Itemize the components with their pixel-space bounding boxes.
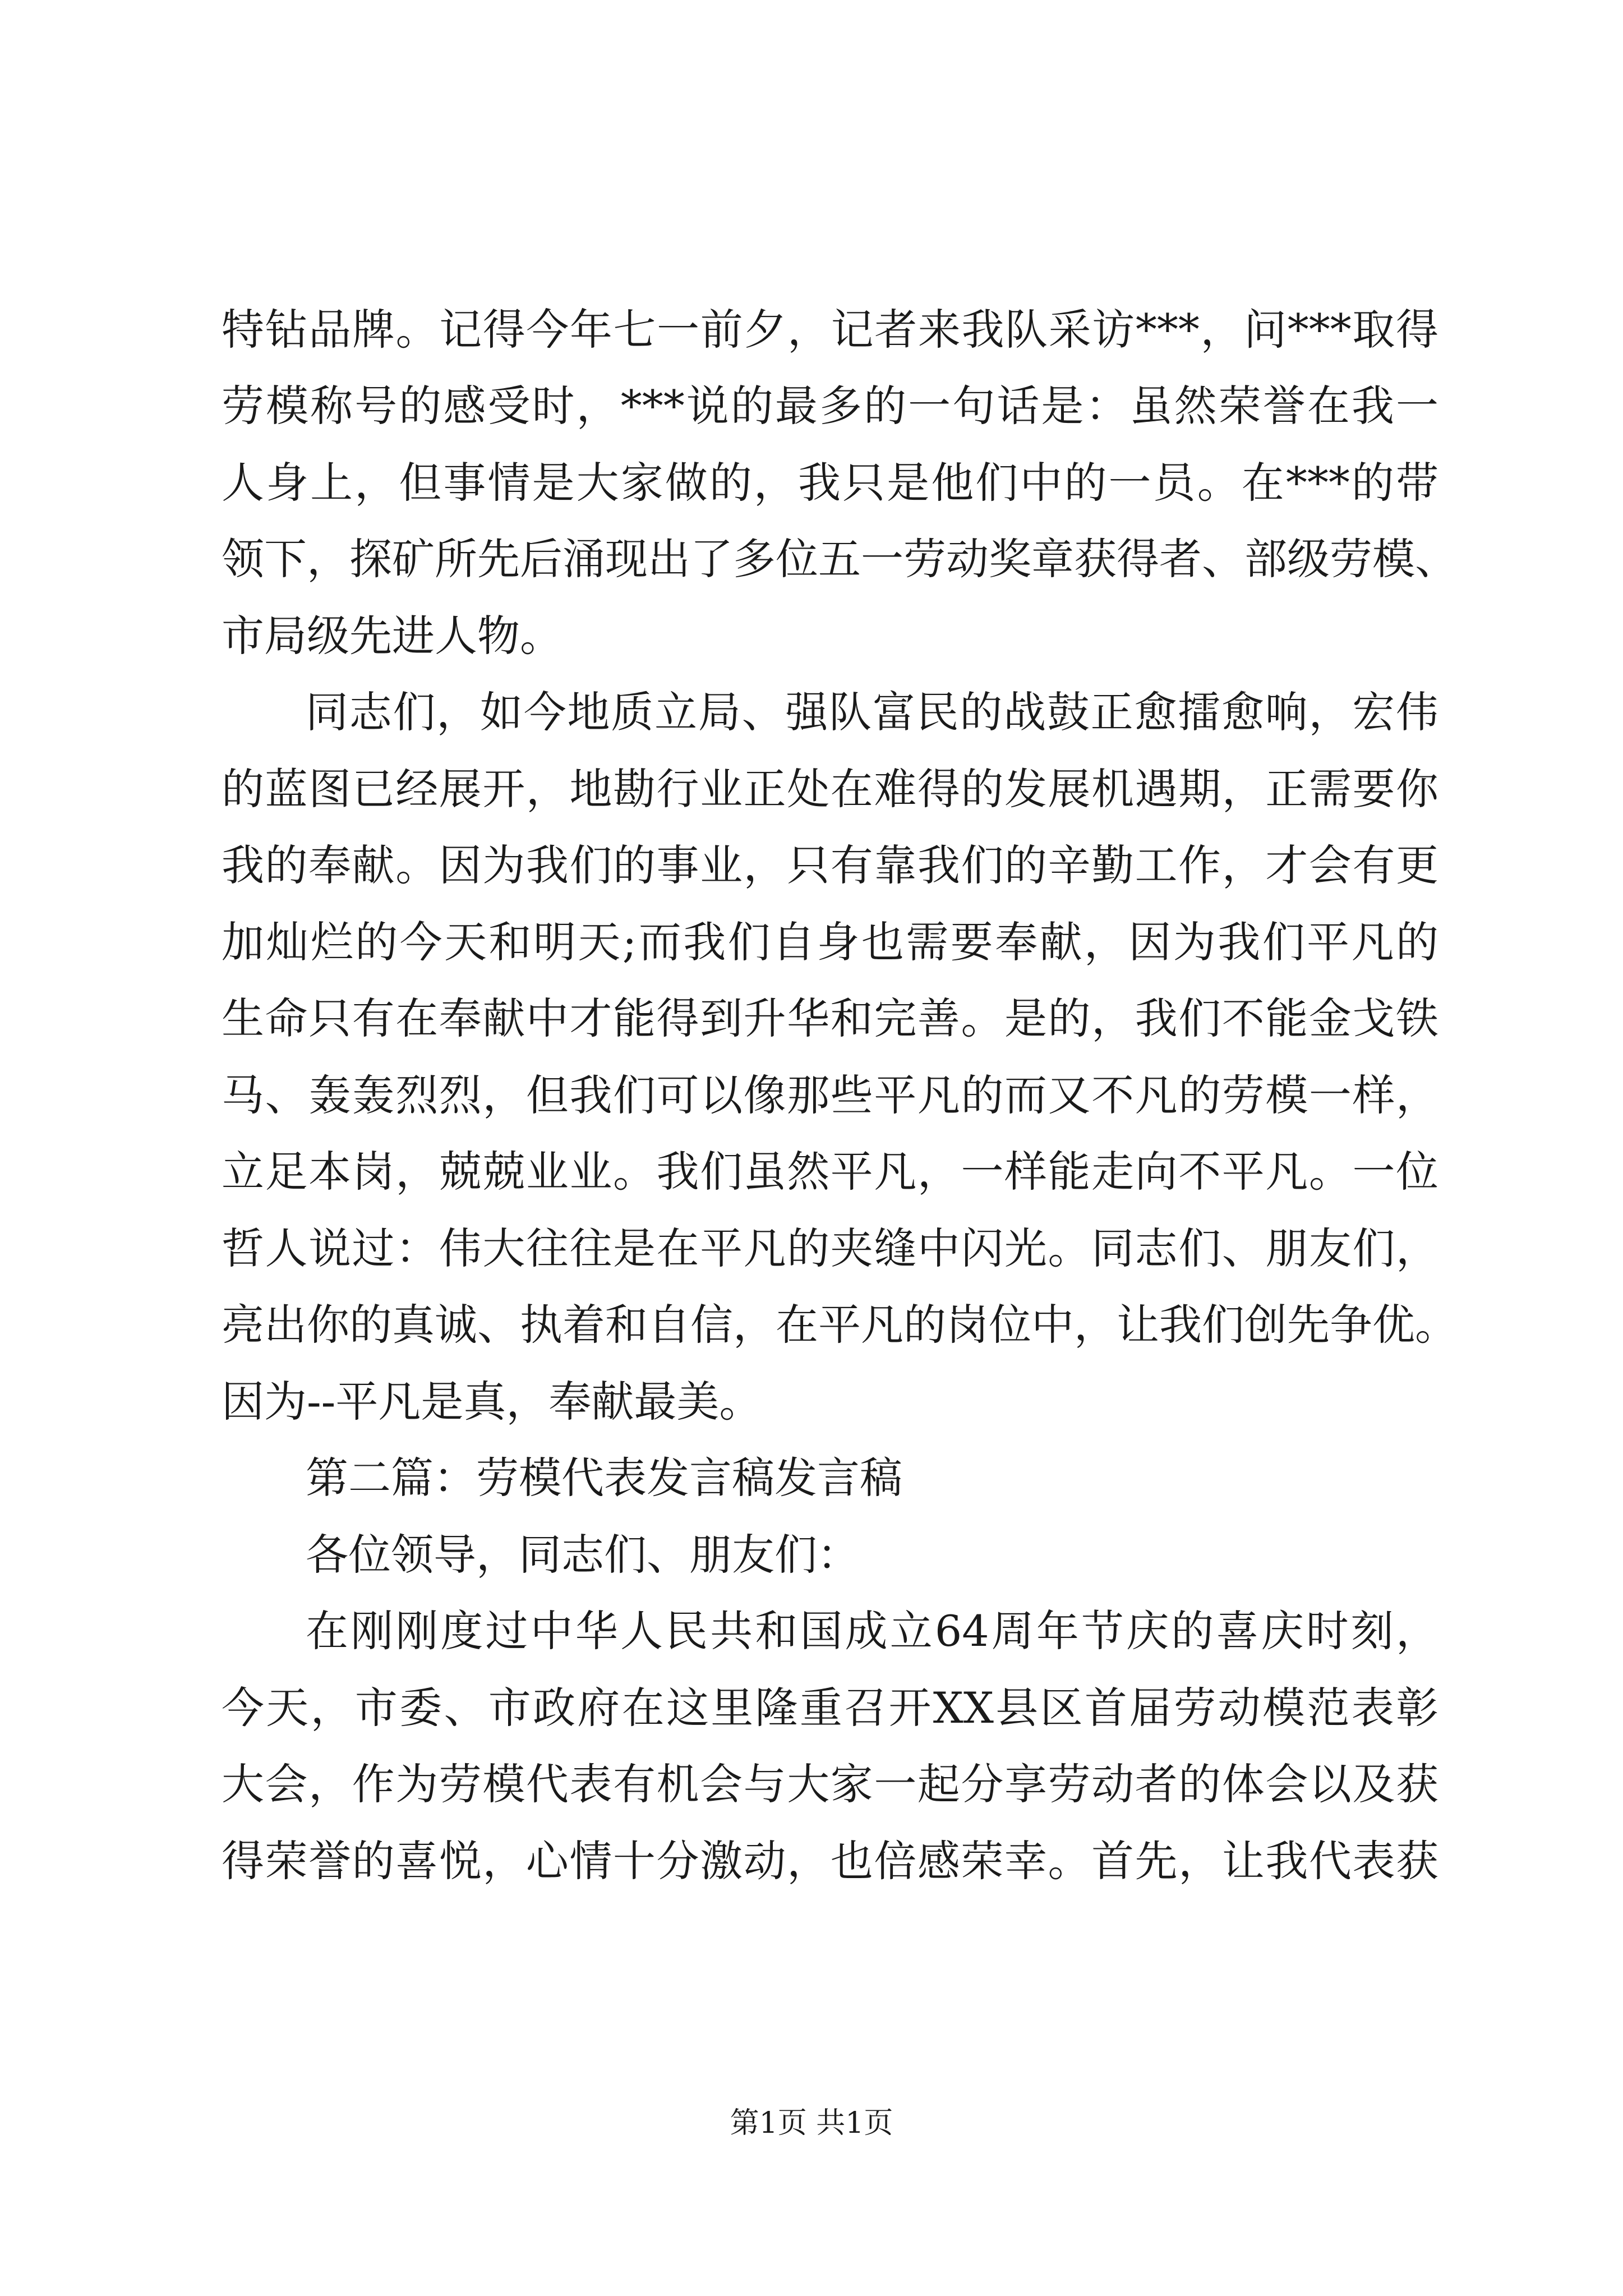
body-line: 哲人说过：伟大往往是在平凡的夹缝中闪光。同志们、朋友们， [222, 1223, 1438, 1273]
body-line: 我的奉献。因为我们的事业，只有靠我们的辛勤工作，才会有更 [222, 840, 1438, 890]
salutation: 各位领导，同志们、朋友们： [306, 1530, 860, 1580]
body-line: 加灿烂的今天和明天;而我们自身也需要奉献，因为我们平凡的 [222, 917, 1438, 967]
paragraph-first-line: 在刚刚度过中华人民共和国成立64周年节庆的喜庆时刻， [306, 1606, 1438, 1656]
body-line: 劳模称号的感受时，***说的最多的一句话是：虽然荣誉在我一 [222, 381, 1438, 431]
body-line: 市局级先进人物。 [222, 611, 562, 661]
body-line: 马、轰轰烈烈，但我们可以像那些平凡的而又不凡的劳模一样， [222, 1070, 1438, 1120]
body-line: 立足本岗，兢兢业业。我们虽然平凡，一样能走向不平凡。一位 [222, 1147, 1438, 1197]
body-line: 生命只有在奉献中才能得到升华和完善。是的，我们不能金戈铁 [222, 993, 1438, 1043]
body-line: 人身上，但事情是大家做的，我只是他们中的一员。在***的带 [222, 458, 1438, 508]
body-line: 的蓝图已经展开，地勘行业正处在难得的发展机遇期，正需要你 [222, 764, 1438, 814]
section-heading: 第二篇：劳模代表发言稿发言稿 [306, 1453, 902, 1503]
paragraph-first-line: 同志们，如今地质立局、强队富民的战鼓正愈擂愈响，宏伟 [306, 687, 1438, 737]
body-line: 得荣誉的喜悦，心情十分激动，也倍感荣幸。首先，让我代表获 [222, 1836, 1438, 1886]
page-number-footer: 第1页 共1页 [730, 2106, 893, 2140]
body-line: 特钻品牌。记得今年七一前夕，记者来我队采访***，问***取得 [222, 305, 1438, 355]
body-line: 亮出你的真诚、执着和自信，在平凡的岗位中，让我们创先争优。 [222, 1300, 1458, 1350]
body-line: 因为--平凡是真，奉献最美。 [222, 1377, 762, 1427]
body-line: 大会，作为劳模代表有机会与大家一起分享劳动者的体会以及获 [222, 1759, 1438, 1809]
body-line: 领下，探矿所先后涌现出了多位五一劳动奖章获得者、部级劳模、 [222, 534, 1458, 584]
body-line: 今天，市委、市政府在这里隆重召开XX县区首届劳动模范表彰 [222, 1683, 1438, 1733]
